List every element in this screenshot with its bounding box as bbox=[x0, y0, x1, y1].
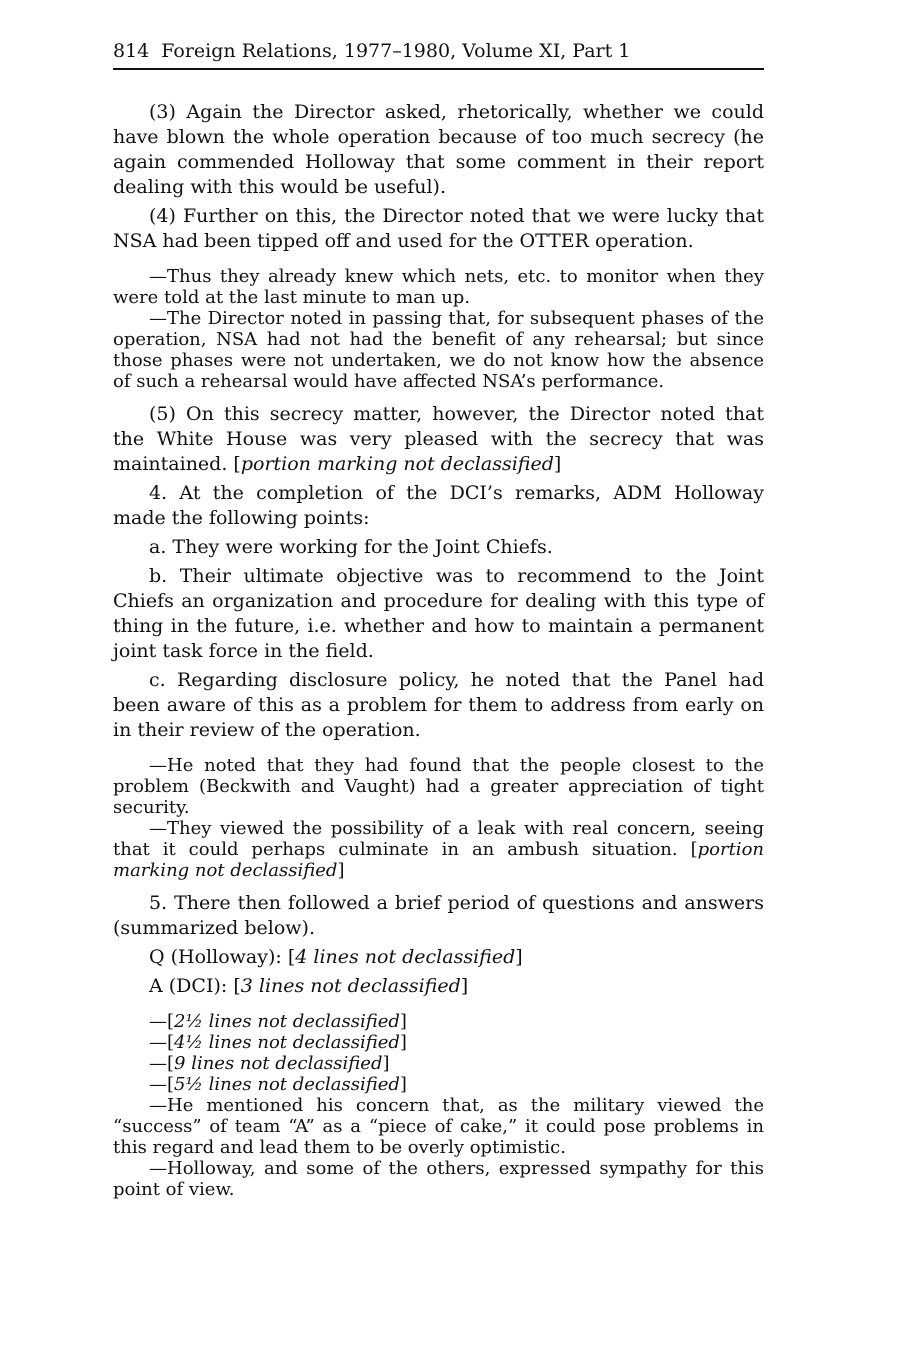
answer-dci: A (DCI): [3 lines not declassified] bbox=[149, 975, 469, 997]
dash-item-security: —He noted that they had found that the people closest to the problem (Beckwith and Vaught) had a greater appreciation of tight security. bbox=[113, 755, 764, 818]
declassification-note: 3 lines not declassified bbox=[240, 975, 461, 997]
declassification-note: 4½ lines not declassified bbox=[174, 1032, 400, 1053]
paragraph-3: (3) Again the Director asked, rhetorically, whether we could have blown the whole operation because of too much secrecy (he again commended Holloway that some comment in their report dealing with this would be useful). bbox=[113, 101, 764, 198]
question-lead: Q (Holloway): bbox=[149, 946, 288, 968]
declassification-note: 5½ lines not declassified bbox=[174, 1074, 400, 1095]
paragraph-4: (4) Further on this, the Director noted that we were lucky that NSA had been tipped off and used for the OTTER operation. bbox=[113, 205, 764, 252]
question-holloway: Q (Holloway): [4 lines not declassified] bbox=[149, 946, 523, 968]
paragraph-5-text: (5) On this secrecy matter, however, the Director noted that the White House was very pleased with the secrecy that was maintained. bbox=[113, 403, 764, 475]
dash-item-redacted-1: —[2½ lines not declassified] bbox=[149, 1011, 407, 1032]
declassification-note: 9 lines not declassified bbox=[174, 1053, 383, 1074]
declassification-note: 2½ lines not declassified bbox=[174, 1011, 400, 1032]
dash-item-rehearsal: —The Director noted in passing that, for subsequent phases of the operation, NSA had not had the benefit of any rehearsal; but since those phases were not undertaken, we do not know how the absence of such a rehearsal would have affected NSA’s performance. bbox=[113, 308, 764, 392]
dash-item-redacted-3: —[9 lines not declassified] bbox=[149, 1053, 390, 1074]
dash-item-leak: —They viewed the possibility of a leak with real concern, seeing that it could perhaps culminate in an ambush situation. [portion marking not declassified] bbox=[113, 818, 764, 881]
header-rule bbox=[113, 68, 764, 70]
dash-item-sympathy: —Holloway, and some of the others, expressed sympathy for this point of view. bbox=[113, 1158, 764, 1200]
dash-item-nets: —Thus they already knew which nets, etc. to monitor when they were told at the last minute to man up. bbox=[113, 266, 764, 308]
paragraph-c: c. Regarding disclosure policy, he noted that the Panel had been aware of this as a problem for them to address from early on in their review of the operation. bbox=[113, 669, 764, 741]
running-head bbox=[113, 40, 764, 62]
dash-item-leak-text: —They viewed the possibility of a leak with real concern, seeing that it could perhaps culminate in an ambush situation. bbox=[113, 818, 764, 860]
dash-item-redacted-2: —[4½ lines not declassified] bbox=[149, 1032, 407, 1053]
paragraph-b: b. Their ultimate objective was to recommend to the Joint Chiefs an organization and procedure for dealing with this type of thing in the future, i.e. whether and how to maintain a permanent joint task force in the field. bbox=[113, 565, 764, 662]
paragraph-a: a. They were working for the Joint Chiefs. bbox=[149, 536, 553, 558]
dash-item-concern: —He mentioned his concern that, as the military viewed the “success” of team “A” as a “piece of cake,” it could pose problems in this regard and lead them to be overly optimistic. bbox=[113, 1095, 764, 1158]
running-title: Foreign Relations, 1977–1980, Volume XI, Part 1 bbox=[161, 40, 631, 62]
dash-item-redacted-4: —[5½ lines not declassified] bbox=[149, 1074, 407, 1095]
declassification-note: portion marking not declassified bbox=[240, 453, 554, 475]
declassification-note: 4 lines not declassified bbox=[295, 946, 516, 968]
declassification-note: portion marking not declassified bbox=[113, 839, 764, 881]
paragraph-item-5: 5. There then followed a brief period of questions and answers (summarized below). bbox=[113, 892, 764, 939]
page-number: 814 bbox=[113, 40, 150, 62]
answer-lead: A (DCI): bbox=[149, 975, 234, 997]
paragraph-item-4: 4. At the completion of the DCI’s remarks, ADM Holloway made the following points: bbox=[113, 482, 764, 529]
document-body bbox=[113, 100, 764, 1200]
paragraph-5: (5) On this secrecy matter, however, the Director noted that the White House was very pleased with the secrecy that was maintained. [portion marking not declassified] bbox=[113, 403, 764, 475]
